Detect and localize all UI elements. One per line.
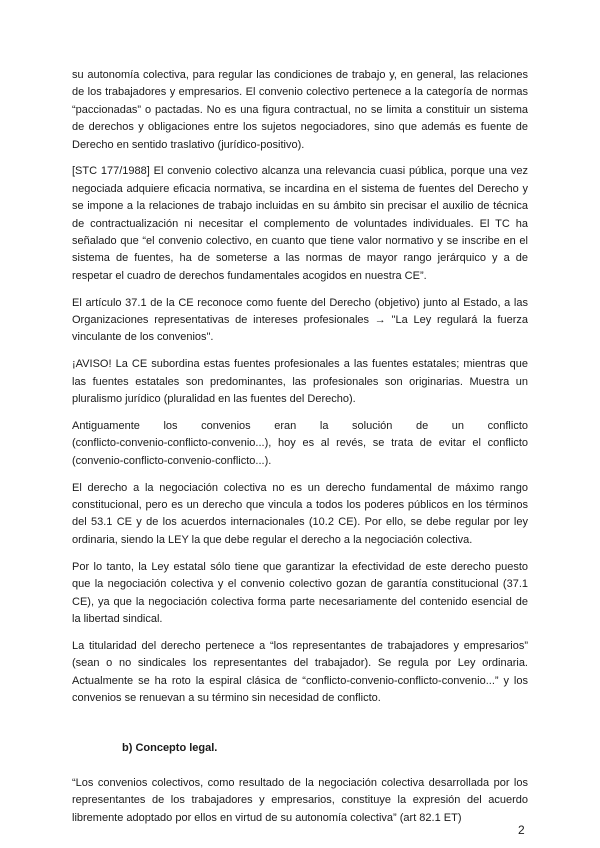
text-line: Antiguamente los convenios eran la solución de un conflicto xyxy=(72,420,528,433)
text-line: se impone a la relaciones de trabajo incluidas en su ámbito sin precisar el auxilio de técnica xyxy=(72,200,528,213)
text-line: representantes de los trabajadores y empresarios, constituye la expresión del acuerdo xyxy=(72,794,528,807)
paragraph xyxy=(72,295,528,347)
text-line: (conflicto-convenio-conflicto-convenio...), hoy es al revés, se trata de evitar el conflicto xyxy=(72,437,528,450)
paragraph xyxy=(72,559,528,629)
text-line: del 53.1 CE y de los acuerdos internacionales (10.2 CE). Por ello, se debe regular por ley xyxy=(72,516,528,529)
text-line: de derechos y obligaciones entre los sujetos negociadores, sino que además es fuente de xyxy=(72,121,528,134)
text-line: la libertad sindical. xyxy=(72,612,163,625)
text-line: Organizaciones representativas de intereses profesionales → "La Ley regulará la fuerza xyxy=(72,314,528,327)
paragraph xyxy=(72,418,528,470)
text-line: “paccionadas” o pactadas. No es una figura contractual, no se limita a constituir un sistema xyxy=(72,103,528,116)
text-line: vinculante de los convenios". xyxy=(72,331,214,344)
paragraph xyxy=(72,480,528,550)
text-line: señalado que “el convenio colectivo, en cuanto que tiene valor normativo y se inscribe en el xyxy=(72,235,528,248)
text-line: que la negociación colectiva y el convenio colectivo gozan de garantía constitucional (37.1 xyxy=(72,578,528,591)
text-line: ¡AVISO! La CE subordina estas fuentes profesionales a las fuentes estatales; mientras que xyxy=(72,358,528,371)
text-line: Derecho en sentido traslativo (jurídico-positivo). xyxy=(72,138,305,151)
text-line: constitucional, pero es un derecho que vincula a todos los poderes públicos en los términos xyxy=(72,499,528,512)
text-line: convenios se renuevan a su término sin necesidad de conflicto. xyxy=(72,692,381,704)
paragraph xyxy=(72,67,528,154)
paragraph xyxy=(72,356,528,408)
text-line: El artículo 37.1 de la CE reconoce como fuente del Derecho (objetivo) junto al Estado, a las xyxy=(72,296,528,309)
text-line: de los trabajadores y empresarios. El convenio colectivo pertenece a la categoría de normas xyxy=(72,86,528,99)
text-line: pluralismo jurídico (pluralidad en las fuentes del Derecho). xyxy=(72,393,356,406)
text-line: Por lo tanto, la Ley estatal sólo tiene que garantizar la efectividad de este derecho puesto xyxy=(72,560,528,573)
body-text-before xyxy=(72,67,528,707)
text-line: Actualmente se ha roto la espiral clásica de “conflicto-convenio-conflicto-convenio...” y los xyxy=(72,674,528,687)
text-line: [STC 177/1988] El convenio colectivo alcanza una relevancia cuasi pública, porque una vez xyxy=(72,165,528,178)
text-line: respetar el cuadro de derechos fundamentales acogidos en nuestra CE”. xyxy=(72,269,427,282)
text-line: ordinaria, siendo la LEY la que debe regular el derecho a la negociación colectiva. xyxy=(72,533,473,546)
text-line: (convenio-conflicto-convenio-conflicto...). xyxy=(72,454,272,467)
text-line: (sean o no sindicales los representantes del trabajador). Se regula por Ley ordinaria. xyxy=(72,657,528,670)
text-line: El derecho a la negociación colectiva no es un derecho fundamental de máximo rango xyxy=(72,481,528,494)
text-line: “Los convenios colectivos, como resultado de la negociación colectiva desarrollada por los xyxy=(72,776,528,789)
body-text-after xyxy=(72,775,528,827)
paragraph xyxy=(72,163,528,285)
section-heading: b) Concepto legal. xyxy=(122,742,218,755)
text-line: de contractualización ni necesitar el complemento de voluntades individuales. El TC ha xyxy=(72,217,528,230)
text-line: su autonomía colectiva, para regular las condiciones de trabajo y, en general, las relaciones xyxy=(72,69,528,81)
text-line: sistema de fuentes, ha de someterse a las normas de mayor rango jerárquico y a de xyxy=(72,252,528,265)
text-line: libremente adoptado por ellos en virtud de su autonomía colectiva” (art 82.1 ET) xyxy=(72,811,462,824)
text-line: La titularidad del derecho pertenece a “los representantes de trabajadores y empresarios” xyxy=(72,639,528,652)
paragraph xyxy=(72,775,528,827)
text-line: negociada adquiere eficacia normativa, se incardina en el sistema de fuentes del Derecho y xyxy=(72,182,528,195)
paragraph xyxy=(72,638,528,708)
text-line: CE), ya que la negociación colectiva forma parte necesariamente del contenido esencial de xyxy=(72,595,528,608)
text-line: las fuentes estatales son predominantes, las profesionales son originarias. Muestra un xyxy=(72,375,528,388)
page-number: 2 xyxy=(518,823,525,837)
document-page xyxy=(72,67,528,836)
